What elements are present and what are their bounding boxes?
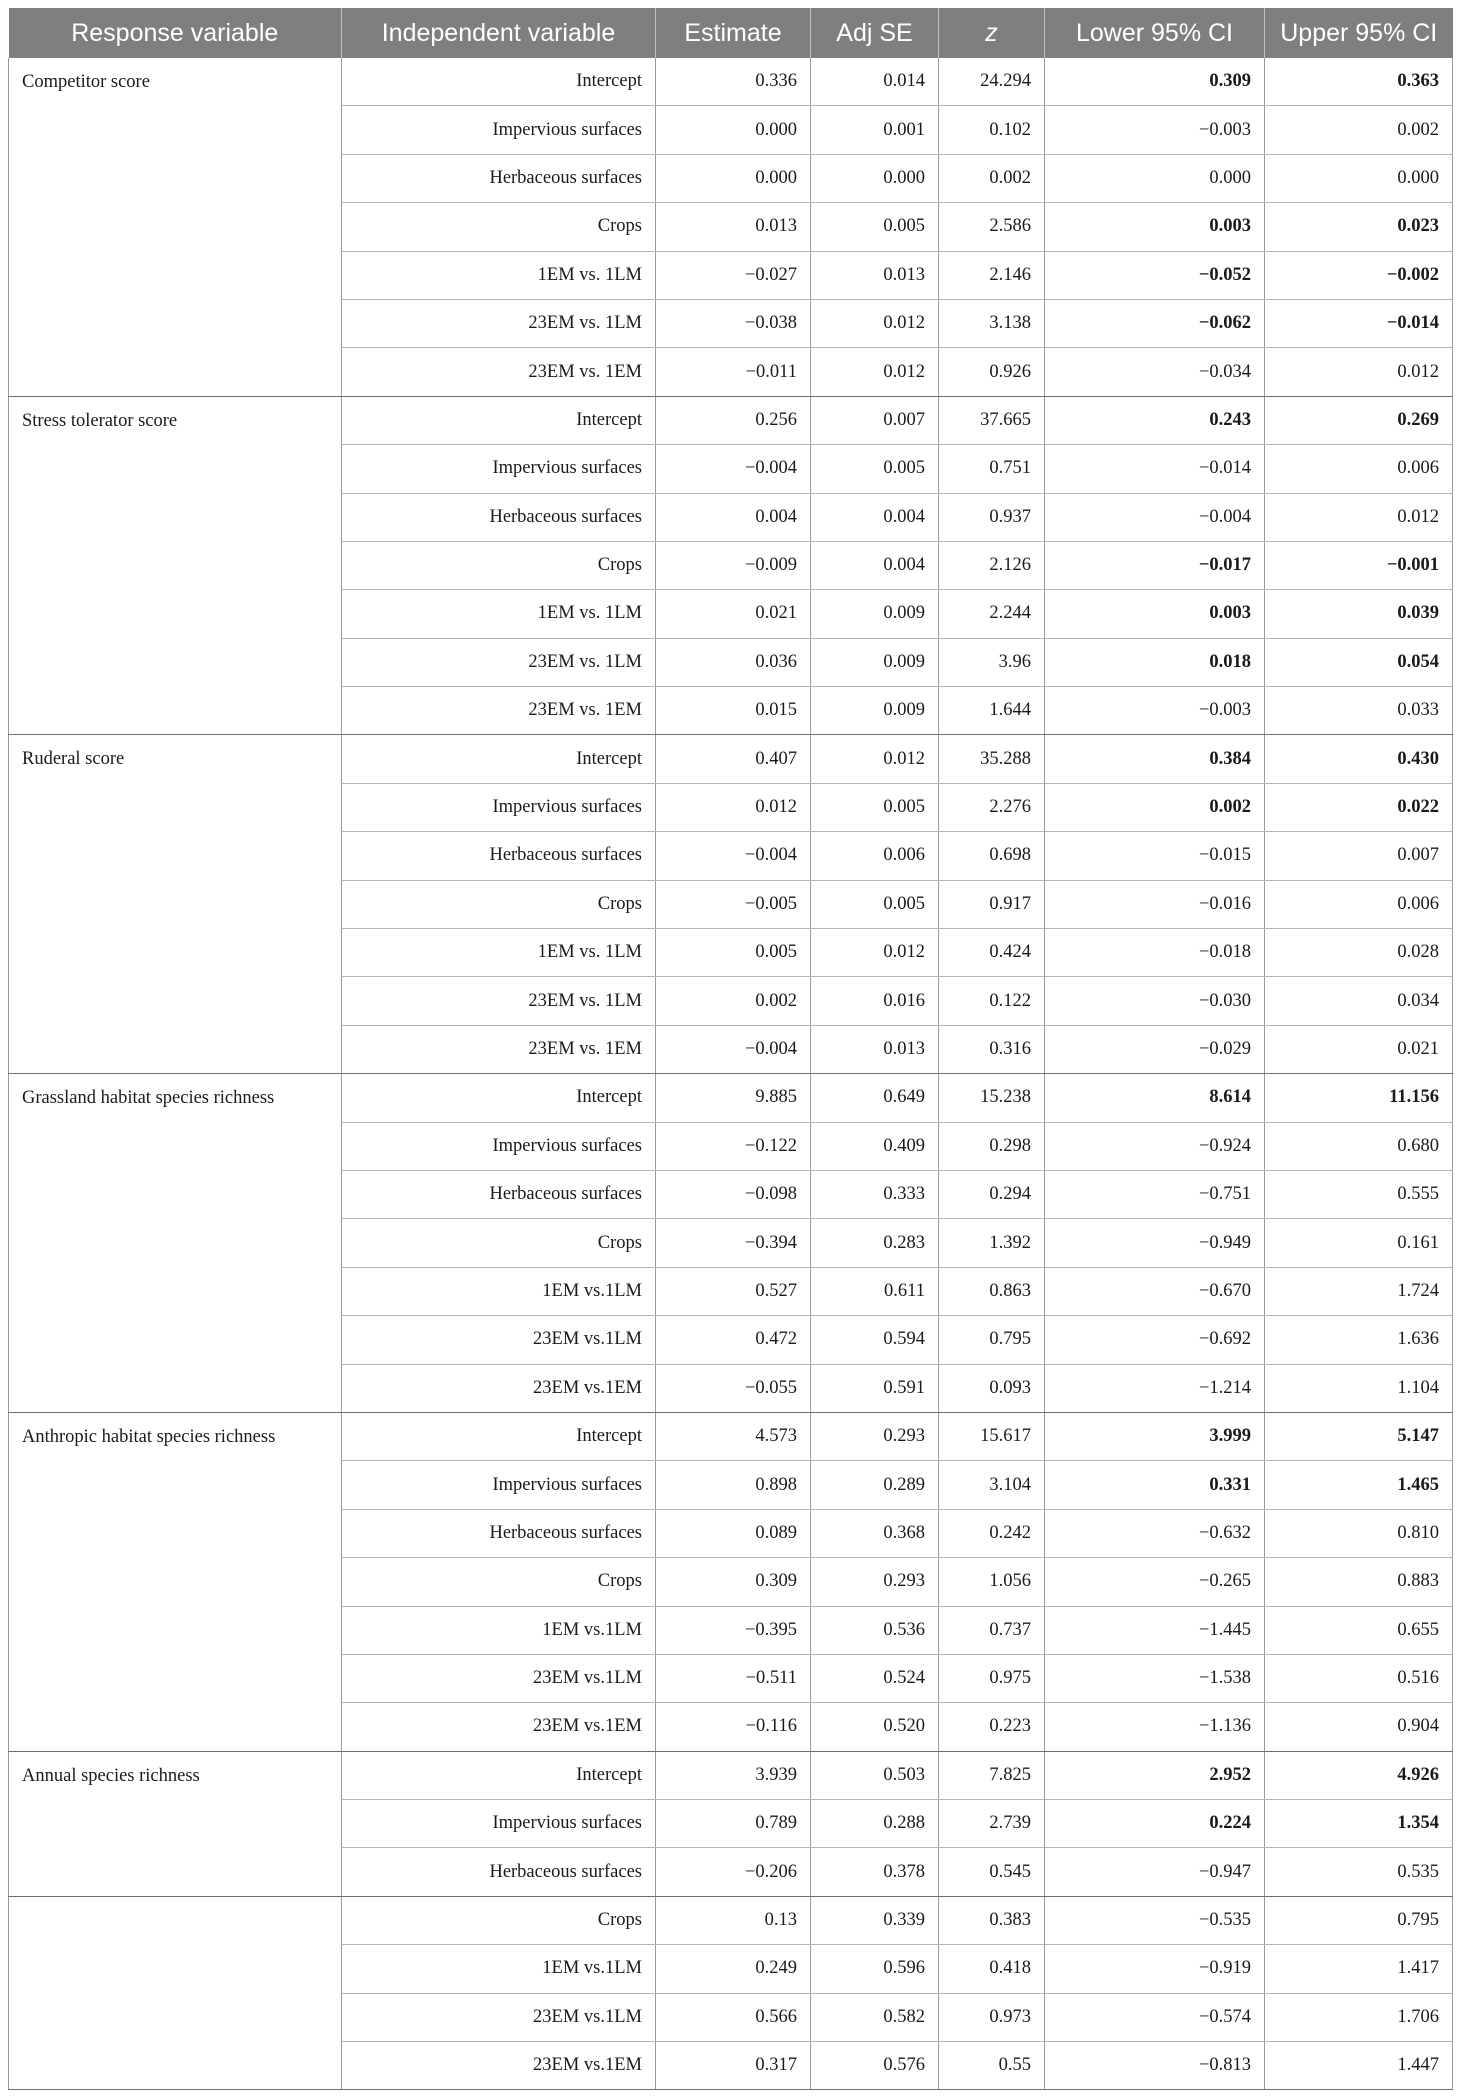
upper-ci-cell: 0.680	[1265, 1122, 1453, 1170]
estimate-cell: 0.036	[656, 638, 811, 686]
z-cell: 0.418	[939, 1945, 1045, 1993]
adj-se-cell: 0.339	[811, 1896, 939, 1944]
z-cell: 3.96	[939, 638, 1045, 686]
independent-variable-cell: 23EM vs.1LM	[342, 1316, 656, 1364]
response-variable-cell: Competitor score	[9, 58, 342, 396]
upper-ci-cell: 5.147	[1265, 1412, 1453, 1460]
upper-ci-cell: 0.430	[1265, 735, 1453, 783]
lower-ci-cell: 0.000	[1045, 154, 1265, 202]
adj-se-cell: 0.288	[811, 1800, 939, 1848]
upper-ci-cell: 0.006	[1265, 880, 1453, 928]
upper-ci-cell: 0.006	[1265, 445, 1453, 493]
estimate-cell: 0.013	[656, 203, 811, 251]
estimate-cell: 9.885	[656, 1074, 811, 1122]
independent-variable-cell: Crops	[342, 203, 656, 251]
independent-variable-cell: 23EM vs. 1EM	[342, 348, 656, 396]
z-cell: 0.122	[939, 977, 1045, 1025]
z-cell: 35.288	[939, 735, 1045, 783]
lower-ci-cell: −1.538	[1045, 1654, 1265, 1702]
upper-ci-cell: 4.926	[1265, 1751, 1453, 1799]
lower-ci-cell: 0.243	[1045, 396, 1265, 444]
upper-ci-cell: −0.002	[1265, 251, 1453, 299]
z-cell: 7.825	[939, 1751, 1045, 1799]
estimate-cell: 0.13	[656, 1896, 811, 1944]
independent-variable-cell: Herbaceous surfaces	[342, 1170, 656, 1218]
adj-se-cell: 0.409	[811, 1122, 939, 1170]
estimate-cell: 0.317	[656, 2042, 811, 2090]
lower-ci-cell: −0.265	[1045, 1558, 1265, 1606]
table-row	[9, 1074, 1453, 1122]
estimate-cell: 0.336	[656, 58, 811, 106]
header-independent-variable: Independent variable	[342, 8, 656, 58]
independent-variable-cell: Intercept	[342, 396, 656, 444]
upper-ci-cell: 0.269	[1265, 396, 1453, 444]
results-table	[8, 8, 1453, 2090]
adj-se-cell: 0.013	[811, 1025, 939, 1073]
header-response-variable: Response variable	[9, 8, 342, 58]
independent-variable-cell: 1EM vs.1LM	[342, 1267, 656, 1315]
estimate-cell: 4.573	[656, 1412, 811, 1460]
table-row	[9, 1412, 1453, 1460]
lower-ci-cell: −0.004	[1045, 493, 1265, 541]
estimate-cell: 0.015	[656, 687, 811, 735]
lower-ci-cell: 0.018	[1045, 638, 1265, 686]
z-cell: 0.316	[939, 1025, 1045, 1073]
lower-ci-cell: 2.952	[1045, 1751, 1265, 1799]
upper-ci-cell: −0.014	[1265, 299, 1453, 347]
lower-ci-cell: 0.309	[1045, 58, 1265, 106]
independent-variable-cell: Impervious surfaces	[342, 445, 656, 493]
independent-variable-cell: 23EM vs. 1EM	[342, 687, 656, 735]
lower-ci-cell: −1.214	[1045, 1364, 1265, 1412]
independent-variable-cell: Intercept	[342, 1074, 656, 1122]
adj-se-cell: 0.649	[811, 1074, 939, 1122]
upper-ci-cell: 0.161	[1265, 1219, 1453, 1267]
independent-variable-cell: 1EM vs.1LM	[342, 1606, 656, 1654]
lower-ci-cell: −0.924	[1045, 1122, 1265, 1170]
adj-se-cell: 0.013	[811, 251, 939, 299]
lower-ci-cell: −0.018	[1045, 929, 1265, 977]
independent-variable-cell: Intercept	[342, 1751, 656, 1799]
independent-variable-cell: Herbaceous surfaces	[342, 832, 656, 880]
upper-ci-cell: 1.104	[1265, 1364, 1453, 1412]
response-variable-cell: Anthropic habitat species richness	[9, 1412, 342, 1751]
upper-ci-cell: 0.555	[1265, 1170, 1453, 1218]
z-cell: 0.975	[939, 1654, 1045, 1702]
adj-se-cell: 0.005	[811, 203, 939, 251]
adj-se-cell: 0.004	[811, 541, 939, 589]
estimate-cell: −0.122	[656, 1122, 811, 1170]
lower-ci-cell: 0.384	[1045, 735, 1265, 783]
independent-variable-cell: 1EM vs. 1LM	[342, 590, 656, 638]
z-cell: 2.586	[939, 203, 1045, 251]
z-cell: 0.937	[939, 493, 1045, 541]
independent-variable-cell: Impervious surfaces	[342, 106, 656, 154]
independent-variable-cell: 1EM vs.1LM	[342, 1945, 656, 1993]
independent-variable-cell: 23EM vs.1EM	[342, 1364, 656, 1412]
estimate-cell: 0.004	[656, 493, 811, 541]
estimate-cell: 0.249	[656, 1945, 811, 1993]
adj-se-cell: 0.007	[811, 396, 939, 444]
estimate-cell: 0.566	[656, 1993, 811, 2041]
header-z: z	[939, 8, 1045, 58]
independent-variable-cell: Crops	[342, 880, 656, 928]
z-cell: 15.617	[939, 1412, 1045, 1460]
response-variable-cell: Annual species richness	[9, 1751, 342, 1896]
z-cell: 0.55	[939, 2042, 1045, 2090]
lower-ci-cell: −0.751	[1045, 1170, 1265, 1218]
z-cell: 1.392	[939, 1219, 1045, 1267]
upper-ci-cell: 0.007	[1265, 832, 1453, 880]
adj-se-cell: 0.012	[811, 299, 939, 347]
upper-ci-cell: 0.012	[1265, 348, 1453, 396]
z-cell: 0.223	[939, 1703, 1045, 1751]
independent-variable-cell: Crops	[342, 1219, 656, 1267]
table-row	[9, 1751, 1453, 1799]
adj-se-cell: 0.293	[811, 1558, 939, 1606]
upper-ci-cell: 0.535	[1265, 1848, 1453, 1896]
independent-variable-cell: Impervious surfaces	[342, 1122, 656, 1170]
independent-variable-cell: 23EM vs. 1EM	[342, 1025, 656, 1073]
lower-ci-cell: 0.224	[1045, 1800, 1265, 1848]
estimate-cell: −0.009	[656, 541, 811, 589]
lower-ci-cell: 0.331	[1045, 1461, 1265, 1509]
lower-ci-cell: 3.999	[1045, 1412, 1265, 1460]
z-cell: 3.104	[939, 1461, 1045, 1509]
z-cell: 0.294	[939, 1170, 1045, 1218]
lower-ci-cell: −0.632	[1045, 1509, 1265, 1557]
upper-ci-cell: 0.000	[1265, 154, 1453, 202]
lower-ci-cell: −0.574	[1045, 1993, 1265, 2041]
independent-variable-cell: Herbaceous surfaces	[342, 154, 656, 202]
estimate-cell: 0.472	[656, 1316, 811, 1364]
adj-se-cell: 0.000	[811, 154, 939, 202]
lower-ci-cell: −0.034	[1045, 348, 1265, 396]
adj-se-cell: 0.016	[811, 977, 939, 1025]
z-cell: 0.795	[939, 1316, 1045, 1364]
lower-ci-cell: −0.062	[1045, 299, 1265, 347]
adj-se-cell: 0.006	[811, 832, 939, 880]
response-variable-cell: Grassland habitat species richness	[9, 1074, 342, 1413]
header-adj-se: Adj SE	[811, 8, 939, 58]
adj-se-cell: 0.591	[811, 1364, 939, 1412]
estimate-cell: 0.002	[656, 977, 811, 1025]
z-cell: 0.751	[939, 445, 1045, 493]
independent-variable-cell: 23EM vs.1EM	[342, 2042, 656, 2090]
lower-ci-cell: 0.003	[1045, 203, 1265, 251]
upper-ci-cell: 0.002	[1265, 106, 1453, 154]
adj-se-cell: 0.333	[811, 1170, 939, 1218]
z-cell: 0.973	[939, 1993, 1045, 2041]
independent-variable-cell: Intercept	[342, 1412, 656, 1460]
adj-se-cell: 0.009	[811, 638, 939, 686]
adj-se-cell: 0.368	[811, 1509, 939, 1557]
lower-ci-cell: −0.029	[1045, 1025, 1265, 1073]
independent-variable-cell: 23EM vs.1LM	[342, 1654, 656, 1702]
estimate-cell: 0.256	[656, 396, 811, 444]
adj-se-cell: 0.536	[811, 1606, 939, 1654]
lower-ci-cell: −0.813	[1045, 2042, 1265, 2090]
estimate-cell: 0.407	[656, 735, 811, 783]
lower-ci-cell: −0.919	[1045, 1945, 1265, 1993]
independent-variable-cell: Crops	[342, 541, 656, 589]
upper-ci-cell: 0.795	[1265, 1896, 1453, 1944]
table-row	[9, 735, 1453, 783]
adj-se-cell: 0.596	[811, 1945, 939, 1993]
z-cell: 0.298	[939, 1122, 1045, 1170]
adj-se-cell: 0.524	[811, 1654, 939, 1702]
independent-variable-cell: Crops	[342, 1558, 656, 1606]
upper-ci-cell: 1.724	[1265, 1267, 1453, 1315]
estimate-cell: 0.000	[656, 106, 811, 154]
upper-ci-cell: 0.516	[1265, 1654, 1453, 1702]
z-cell: 37.665	[939, 396, 1045, 444]
table-body	[9, 58, 1453, 2090]
estimate-cell: 0.089	[656, 1509, 811, 1557]
independent-variable-cell: 23EM vs. 1LM	[342, 977, 656, 1025]
z-cell: 1.644	[939, 687, 1045, 735]
upper-ci-cell: 11.156	[1265, 1074, 1453, 1122]
adj-se-cell: 0.378	[811, 1848, 939, 1896]
upper-ci-cell: −0.001	[1265, 541, 1453, 589]
independent-variable-cell: 23EM vs. 1LM	[342, 299, 656, 347]
upper-ci-cell: 1.417	[1265, 1945, 1453, 1993]
adj-se-cell: 0.009	[811, 687, 939, 735]
table-row	[9, 396, 1453, 444]
upper-ci-cell: 0.023	[1265, 203, 1453, 251]
adj-se-cell: 0.005	[811, 445, 939, 493]
estimate-cell: −0.038	[656, 299, 811, 347]
z-cell: 0.698	[939, 832, 1045, 880]
estimate-cell: 0.898	[656, 1461, 811, 1509]
independent-variable-cell: 23EM vs.1EM	[342, 1703, 656, 1751]
upper-ci-cell: 1.706	[1265, 1993, 1453, 2041]
adj-se-cell: 0.520	[811, 1703, 939, 1751]
upper-ci-cell: 0.028	[1265, 929, 1453, 977]
adj-se-cell: 0.611	[811, 1267, 939, 1315]
adj-se-cell: 0.594	[811, 1316, 939, 1364]
estimate-cell: −0.055	[656, 1364, 811, 1412]
upper-ci-cell: 0.054	[1265, 638, 1453, 686]
upper-ci-cell: 0.655	[1265, 1606, 1453, 1654]
table-row	[9, 1896, 1453, 1944]
upper-ci-cell: 1.636	[1265, 1316, 1453, 1364]
independent-variable-cell: Intercept	[342, 58, 656, 106]
independent-variable-cell: Herbaceous surfaces	[342, 1848, 656, 1896]
estimate-cell: −0.098	[656, 1170, 811, 1218]
adj-se-cell: 0.005	[811, 880, 939, 928]
z-cell: 2.146	[939, 251, 1045, 299]
estimate-cell: −0.206	[656, 1848, 811, 1896]
lower-ci-cell: 8.614	[1045, 1074, 1265, 1122]
z-cell: 0.737	[939, 1606, 1045, 1654]
estimate-cell: −0.004	[656, 445, 811, 493]
z-cell: 1.056	[939, 1558, 1045, 1606]
upper-ci-cell: 0.904	[1265, 1703, 1453, 1751]
independent-variable-cell: 1EM vs. 1LM	[342, 929, 656, 977]
upper-ci-cell: 0.033	[1265, 687, 1453, 735]
estimate-cell: 0.021	[656, 590, 811, 638]
table-row	[9, 58, 1453, 106]
z-cell: 2.276	[939, 783, 1045, 831]
z-cell: 0.242	[939, 1509, 1045, 1557]
lower-ci-cell: −0.949	[1045, 1219, 1265, 1267]
estimate-cell: −0.005	[656, 880, 811, 928]
lower-ci-cell: 0.003	[1045, 590, 1265, 638]
lower-ci-cell: −0.947	[1045, 1848, 1265, 1896]
lower-ci-cell: −1.445	[1045, 1606, 1265, 1654]
z-cell: 0.093	[939, 1364, 1045, 1412]
estimate-cell: 0.012	[656, 783, 811, 831]
adj-se-cell: 0.004	[811, 493, 939, 541]
independent-variable-cell: Intercept	[342, 735, 656, 783]
independent-variable-cell: Impervious surfaces	[342, 783, 656, 831]
z-cell: 15.238	[939, 1074, 1045, 1122]
estimate-cell: −0.011	[656, 348, 811, 396]
upper-ci-cell: 0.022	[1265, 783, 1453, 831]
lower-ci-cell: −0.670	[1045, 1267, 1265, 1315]
adj-se-cell: 0.005	[811, 783, 939, 831]
z-cell: 2.126	[939, 541, 1045, 589]
estimate-cell: −0.004	[656, 1025, 811, 1073]
table-header	[9, 8, 1453, 58]
lower-ci-cell: 0.002	[1045, 783, 1265, 831]
lower-ci-cell: −0.015	[1045, 832, 1265, 880]
independent-variable-cell: Crops	[342, 1896, 656, 1944]
lower-ci-cell: −0.016	[1045, 880, 1265, 928]
z-cell: 2.739	[939, 1800, 1045, 1848]
adj-se-cell: 0.289	[811, 1461, 939, 1509]
adj-se-cell: 0.293	[811, 1412, 939, 1460]
upper-ci-cell: 1.447	[1265, 2042, 1453, 2090]
lower-ci-cell: −0.003	[1045, 106, 1265, 154]
adj-se-cell: 0.014	[811, 58, 939, 106]
upper-ci-cell: 0.883	[1265, 1558, 1453, 1606]
lower-ci-cell: −0.014	[1045, 445, 1265, 493]
adj-se-cell: 0.012	[811, 348, 939, 396]
z-cell: 0.002	[939, 154, 1045, 202]
adj-se-cell: 0.503	[811, 1751, 939, 1799]
upper-ci-cell: 0.021	[1265, 1025, 1453, 1073]
independent-variable-cell: Herbaceous surfaces	[342, 493, 656, 541]
adj-se-cell: 0.582	[811, 1993, 939, 2041]
z-cell: 24.294	[939, 58, 1045, 106]
estimate-cell: −0.395	[656, 1606, 811, 1654]
header-upper-ci: Upper 95% CI	[1265, 8, 1453, 58]
z-cell: 0.917	[939, 880, 1045, 928]
independent-variable-cell: 1EM vs. 1LM	[342, 251, 656, 299]
header-estimate: Estimate	[656, 8, 811, 58]
lower-ci-cell: −1.136	[1045, 1703, 1265, 1751]
independent-variable-cell: Impervious surfaces	[342, 1461, 656, 1509]
estimate-cell: −0.511	[656, 1654, 811, 1702]
adj-se-cell: 0.576	[811, 2042, 939, 2090]
z-cell: 2.244	[939, 590, 1045, 638]
z-cell: 0.926	[939, 348, 1045, 396]
upper-ci-cell: 1.354	[1265, 1800, 1453, 1848]
lower-ci-cell: −0.030	[1045, 977, 1265, 1025]
adj-se-cell: 0.012	[811, 929, 939, 977]
lower-ci-cell: −0.535	[1045, 1896, 1265, 1944]
estimate-cell: 0.789	[656, 1800, 811, 1848]
z-cell: 0.863	[939, 1267, 1045, 1315]
estimate-cell: −0.004	[656, 832, 811, 880]
lower-ci-cell: −0.052	[1045, 251, 1265, 299]
upper-ci-cell: 0.012	[1265, 493, 1453, 541]
estimate-cell: −0.027	[656, 251, 811, 299]
lower-ci-cell: −0.003	[1045, 687, 1265, 735]
independent-variable-cell: 23EM vs.1LM	[342, 1993, 656, 2041]
adj-se-cell: 0.283	[811, 1219, 939, 1267]
estimate-cell: −0.116	[656, 1703, 811, 1751]
z-cell: 3.138	[939, 299, 1045, 347]
estimate-cell: 0.309	[656, 1558, 811, 1606]
z-cell: 0.102	[939, 106, 1045, 154]
header-lower-ci: Lower 95% CI	[1045, 8, 1265, 58]
response-variable-cell: Stress tolerator score	[9, 396, 342, 735]
upper-ci-cell: 0.810	[1265, 1509, 1453, 1557]
adj-se-cell: 0.012	[811, 735, 939, 783]
independent-variable-cell: Impervious surfaces	[342, 1800, 656, 1848]
estimate-cell: 0.005	[656, 929, 811, 977]
adj-se-cell: 0.009	[811, 590, 939, 638]
upper-ci-cell: 0.363	[1265, 58, 1453, 106]
independent-variable-cell: 23EM vs. 1LM	[342, 638, 656, 686]
response-variable-cell: Ruderal score	[9, 735, 342, 1074]
response-variable-cell	[9, 1896, 342, 2090]
lower-ci-cell: −0.692	[1045, 1316, 1265, 1364]
z-cell: 0.424	[939, 929, 1045, 977]
z-cell: 0.545	[939, 1848, 1045, 1896]
estimate-cell: 3.939	[656, 1751, 811, 1799]
estimate-cell: 0.000	[656, 154, 811, 202]
independent-variable-cell: Herbaceous surfaces	[342, 1509, 656, 1557]
upper-ci-cell: 0.034	[1265, 977, 1453, 1025]
upper-ci-cell: 1.465	[1265, 1461, 1453, 1509]
z-cell: 0.383	[939, 1896, 1045, 1944]
lower-ci-cell: −0.017	[1045, 541, 1265, 589]
estimate-cell: 0.527	[656, 1267, 811, 1315]
upper-ci-cell: 0.039	[1265, 590, 1453, 638]
adj-se-cell: 0.001	[811, 106, 939, 154]
estimate-cell: −0.394	[656, 1219, 811, 1267]
header-row	[9, 8, 1453, 58]
